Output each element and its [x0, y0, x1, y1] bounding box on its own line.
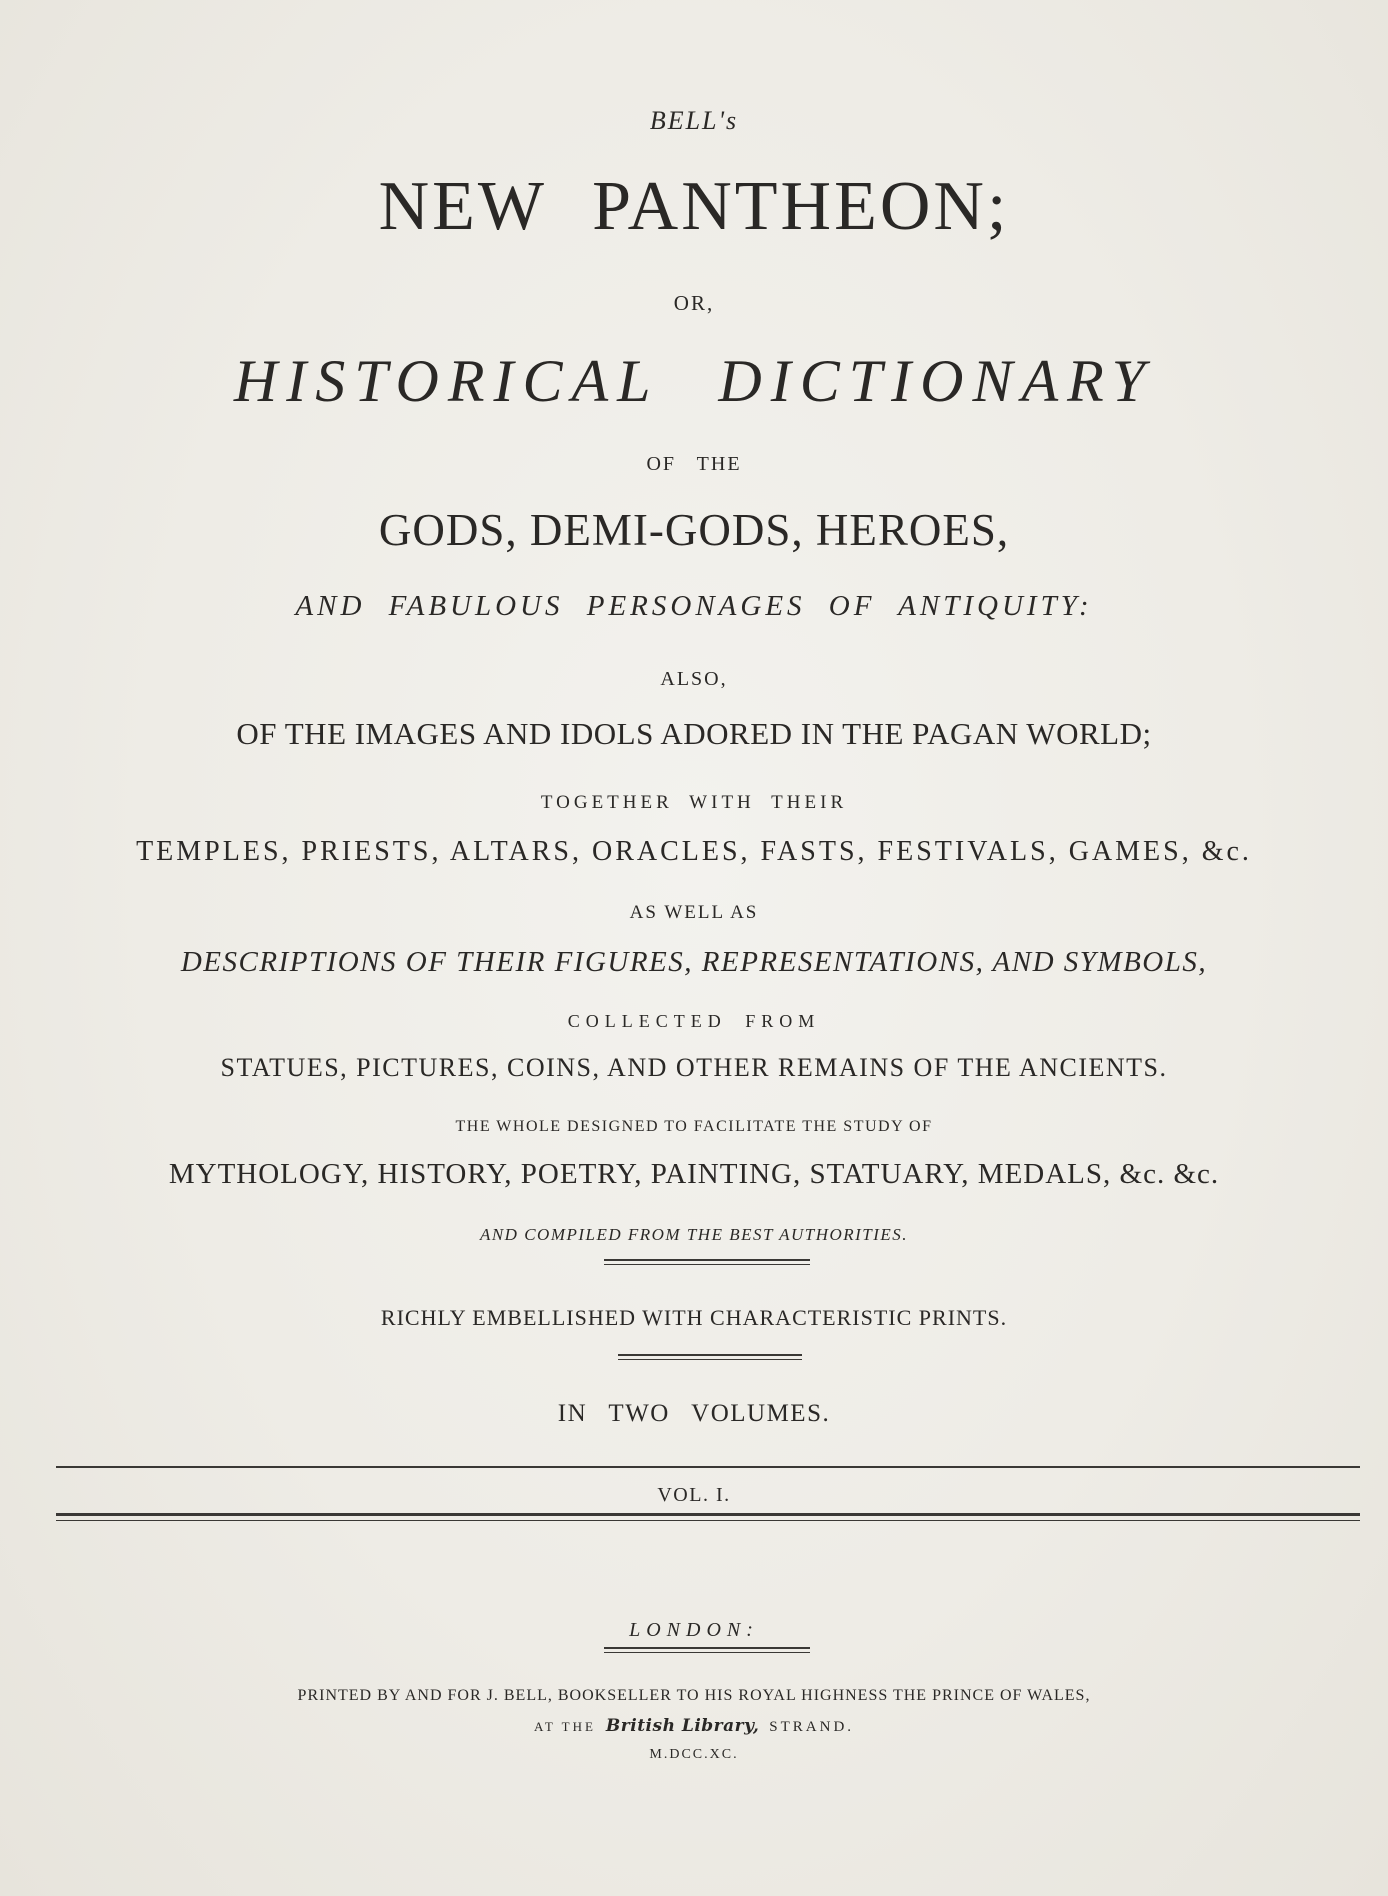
- together-text: TOGETHER WITH THEIR: [540, 792, 848, 813]
- publication-date: M.DCC.XC.: [649, 1747, 739, 1762]
- address-line: [0, 1718, 1388, 1735]
- whole-designed-text: THE WHOLE DESIGNED TO FACILITATE THE STUDY OF: [455, 1118, 933, 1135]
- volumes-line: IN TWO VOLUMES.: [557, 1400, 831, 1427]
- strand-text: STRAND.: [769, 1719, 855, 1735]
- of-the-text: OF THE: [646, 453, 742, 475]
- also-text: ALSO,: [660, 668, 728, 690]
- gods-line: GODS, DEMI-GODS, HEROES,: [378, 505, 1010, 555]
- divider-rule-1: [604, 1259, 810, 1265]
- bottom-volume-rule-thin: [56, 1520, 1360, 1521]
- as-well-as-text: AS WELL AS: [629, 902, 759, 923]
- printer-line: PRINTED BY AND FOR J. BELL, BOOKSELLER TO HIS ROYAL HIGHNESS THE PRINCE OF WALES,: [297, 1687, 1091, 1704]
- statues-line: STATUES, PICTURES, COINS, AND OTHER REMAINS OF THE ANCIENTS.: [220, 1053, 1168, 1082]
- british-library-text: British Library,: [605, 1716, 760, 1736]
- bottom-volume-rule-thick: [56, 1513, 1360, 1516]
- images-line: OF THE IMAGES AND IDOLS ADORED IN THE PAGAN WORLD;: [236, 716, 1152, 751]
- volume-number: VOL. I.: [657, 1484, 731, 1506]
- subtitle: HISTORICAL DICTIONARY: [233, 348, 1155, 414]
- main-title: NEW PANTHEON;: [378, 168, 1010, 245]
- top-volume-rule: [56, 1466, 1360, 1468]
- divider-rule-3: [604, 1647, 810, 1653]
- or-text: OR,: [673, 291, 715, 315]
- descriptions-line: DESCRIPTIONS OF THEIR FIGURES, REPRESENTATIONS, AND SYMBOLS,: [180, 946, 1208, 978]
- divider-rule-2: [618, 1354, 802, 1360]
- mythology-line: MYTHOLOGY, HISTORY, POETRY, PAINTING, STATUARY, MEDALS, &c. &c.: [168, 1158, 1220, 1190]
- compiled-line: AND COMPILED FROM THE BEST AUTHORITIES.: [479, 1225, 909, 1244]
- temples-line: TEMPLES, PRIESTS, ALTARS, ORACLES, FASTS, FESTIVALS, GAMES, &c.: [136, 836, 1252, 867]
- fabulous-line: AND FABULOUS PERSONAGES OF ANTIQUITY:: [295, 590, 1093, 622]
- embellished-line: RICHLY EMBELLISHED WITH CHARACTERISTIC PRINTS.: [380, 1305, 1008, 1330]
- at-the-text: AT THE: [533, 1719, 596, 1734]
- collected-from-text: COLLECTED FROM: [567, 1011, 821, 1031]
- imprint-city: LONDON:: [629, 1619, 759, 1641]
- bells-heading: BELL's: [649, 106, 739, 135]
